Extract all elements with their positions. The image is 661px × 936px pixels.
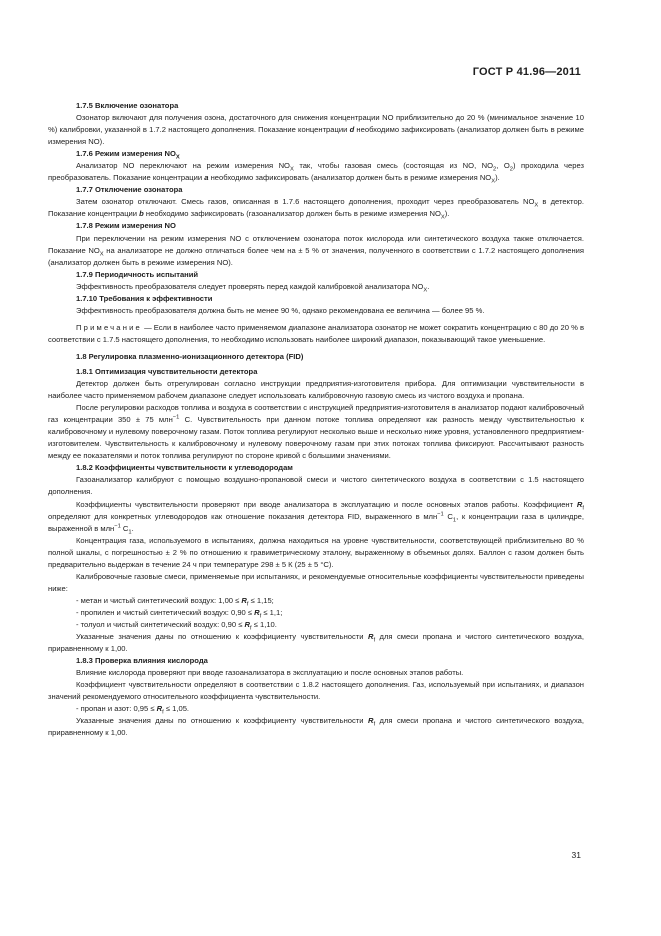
page-number: 31 <box>571 850 581 860</box>
section-1-8-2-text-3: Концентрация газа, используемого в испытаниях, должна находиться на уровне чувствительности, соответствующей приблизительно 80 % полной шкалы, с погрешностью ± 2 % по отношению к гравиметрическому эталону, выраженному в объемных долях. Баллон с газом должен быть предварительно выдержан в течение 24 ч при температуре 298 ± 5 К (25 ± 5 °С). <box>48 535 584 569</box>
document-body <box>48 100 584 739</box>
section-1-8-3-text-1: Влияние кислорода проверяют при вводе газоанализатора в эксплуатацию и после основных этапов работы. <box>76 668 464 678</box>
section-1-7-6-title: 1.7.6 Режим измерения $NO_X$ <box>76 149 180 161</box>
list-item: - толуол и чистый синтетический воздух: $0,90 \le R_f \le 1,10$. <box>76 619 277 632</box>
section-1-7-7-text: Затем озонатор отключают. Смесь газов, описанная в 1.7.6 настоящего дополнения, проходит через преобразователь $NO_X$ в детектор. Показание концентрации b необходимо зафиксировать (газоанализатор должен быть в режиме измерения $NO_X$). <box>48 197 584 221</box>
section-1-7-10-title: 1.7.10 Требования к эффективности <box>76 293 213 303</box>
section-1-7-6-text: Анализатор NO переключают на режим измерения $NO_X$ так, чтобы газовая смесь (состоящая из NO, $NO_2$, $O_2$) проходила через преобразователь. Показание концентрации a необходимо зафиксировать (анализатор должен быть в режиме измерения $NO_X$). <box>48 161 584 185</box>
section-1-8-3-text-2: Коэффициент чувствительности определяют в соответствии с 1.8.2 настоящего дополнения. Газ, используемый при испытаниях, и диапазон значений рекомендуемого относительного коэффициента чувствительности. <box>48 680 584 702</box>
section-1-8-1-title: 1.8.1 Оптимизация чувствительности детектора <box>76 366 258 376</box>
section-1-7-8-text: При переключении на режим измерения NO с отключением озонатора поток кислорода или синтетического воздуха также отключается. Показание $NO_X$ на анализаторе не должно отличаться более чем на ± 5 % от значения, полученного в соответствии с 1.7.2 настоящего дополнения (анализатор должен быть в режиме измерения NO). <box>48 233 584 267</box>
section-1-7-10-text: Эффективность преобразователя должна быть не менее 90 %, однако рекомендована ее величина — более 95 %. <box>76 305 485 315</box>
section-1-7-9-title: 1.7.9 Периодичность испытаний <box>76 269 199 279</box>
section-1-7-9-text: Эффективность преобразователя следует проверять перед каждой калибровкой анализатора $NO_X$. <box>76 281 430 294</box>
section-1-8-2-text-5: Указанные значения даны по отношению к коэффициенту чувствительности $R_f$ для смеси пропана и чистого синтетического воздуха, приравненному к 1,00. <box>48 632 584 654</box>
list-item: - пропан и азот: $0,95 \le R_f \le 1,05$. <box>76 704 190 716</box>
section-1-8-3-title: 1.8.3 Проверка влияния кислорода <box>76 656 208 666</box>
section-1-8-2-text-2: Коэффициенты чувствительности проверяют при вводе анализатора в эксплуатацию и после основных этапов работы. Коэффициент $R_f$ определяют для конкретных углеводородов как отношение показания детектора FID, выраженного в млн$^{-1}$ $С_1$, к концентрации газа в цилиндре, выраженной в млн$^{-1}$ $С_1$. <box>48 499 585 536</box>
section-1-7-5-text: Озонатор включают для получения озона, достаточного для снижения концентрации NO приблизительно до 20 % (минимальное значение 10 %) калибровки, указанной в 1.7.2 настоящего дополнения. Показание концентрации d необходимо зафиксировать (анализатор должен быть в режиме измерения NO). <box>48 113 584 147</box>
list-item: - пропилен и чистый синтетический воздух: $0,90 \le R_f \le 1,1$; <box>76 607 283 620</box>
section-1-8-2-title: 1.8.2 Коэффициенты чувствительности к углеводородам <box>76 463 293 473</box>
section-1-7-8-title: 1.7.8 Режим измерения NO <box>76 221 176 231</box>
note-label: Примечание <box>76 322 142 332</box>
section-1-8-2-text-1: Газоанализатор калибруют с помощью воздушно-пропановой смеси и чистого синтетического воздуха в соответствии с 1.5 настоящего дополнения. <box>48 475 584 497</box>
note: Примечание — Если в наиболее часто применяемом диапазоне анализатора озонатор не может сократить концентрацию с 80 до 20 % в соответствии с 1.7.5 настоящего дополнения, то необходимо использовать наиболее широкий диапазон, показывающий такое уменьшение. <box>48 322 584 344</box>
section-1-7-7-title: 1.7.7 Отключение озонатора <box>76 185 183 195</box>
list-item: - метан и чистый синтетический воздух: $1,00 \le R_f \le 1,15$; <box>76 595 274 608</box>
section-1-8-title: 1.8 Регулировка плазменно-ионизационного детектора (FID) <box>76 351 304 361</box>
section-1-8-1-text-2: После регулировки расходов топлива и воздуха в соответствии с инструкцией предприятия-изготовителя в анализатор подают калибровочный газ концентрации 350 ± 75 млн$^{-1}$ С. Чувствительность при данном потоке топлива определяют как разность между чувствительностью к калибровочному и нулевому поверочному газам. Поток топлива регулируют несколько выше и несколько ниже уровня, установленного предприятием-изготовителем. Чувствительность к калибровочному и нулевому поверочному газам при этих потоках топлива фиксируют. Рассчитывают разность между ее показателями и поток топлива регулируют по стороне кривой с большими значениями. <box>48 403 584 461</box>
section-1-7-5-title: 1.7.5 Включение озонатора <box>76 101 179 110</box>
section-1-8-2-text-4: Калибровочные газовые смеси, применяемые при испытаниях, и рекомендуемые относительные коэффициенты чувствительности приведены ниже: <box>48 571 584 593</box>
document-code: ГОСТ Р 41.96—2011 <box>472 66 581 78</box>
section-1-8-1-text-1: Детектор должен быть отрегулирован согласно инструкции предприятия-изготовителя прибора. Для оптимизации чувствительности в наиболее часто применяемом рабочем диапазоне следует использовать калибровочную газовую смесь из чистого воздуха и пропана. <box>48 379 584 401</box>
section-1-8-3-text-3: Указанные значения даны по отношению к коэффициенту чувствительности $R_f$ для смеси пропана и чистого синтетического воздуха, приравненному к 1,00. <box>48 716 584 738</box>
